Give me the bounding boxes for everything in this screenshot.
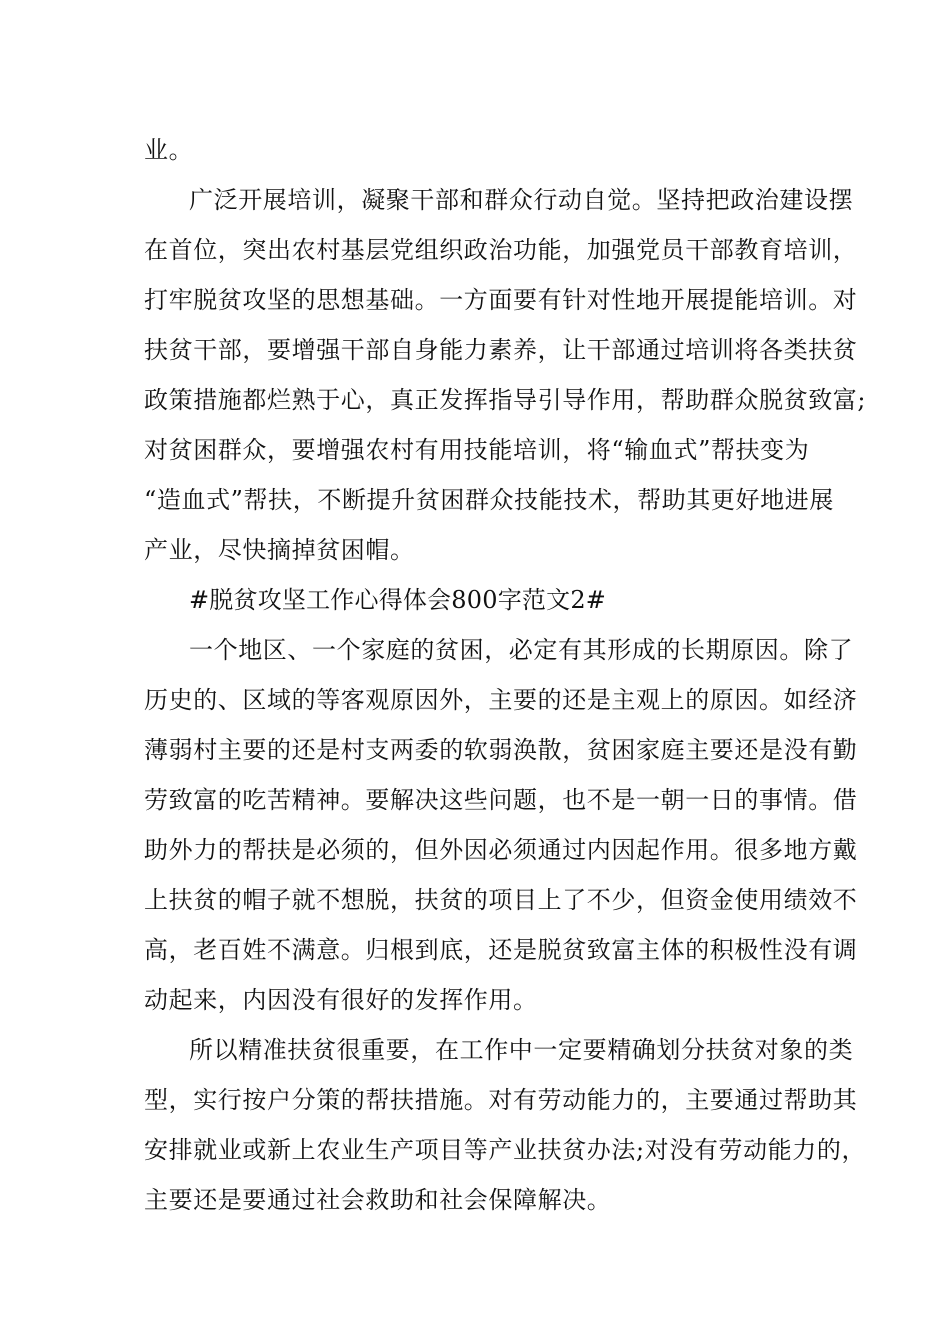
text-line: 历史的、区域的等客观原因外，主要的还是主观上的原因。如经济 xyxy=(144,686,858,714)
text-line: 动起来，内因没有很好的发挥作用。 xyxy=(144,986,538,1014)
text-line: 高，老百姓不满意。归根到底，还是脱贫致富主体的积极性没有调 xyxy=(144,936,858,964)
text-line: 在首位，突出农村基层党组织政治功能，加强党员干部教育培训， xyxy=(144,236,858,264)
paragraph-start: 一个地区、一个家庭的贫困，必定有其形成的长期原因。除了 xyxy=(189,636,854,664)
text-line: 业。 xyxy=(144,136,194,164)
paragraph-start: 广泛开展培训，凝聚干部和群众行动自觉。坚持把政治建设摆 xyxy=(189,186,854,214)
text-line: 安排就业或新上农业生产项目等产业扶贫办法;对没有劳动能力的， xyxy=(144,1136,867,1164)
text-line: 打牢脱贫攻坚的思想基础。一方面要有针对性地开展提能培训。对 xyxy=(144,286,858,314)
text-line: “造血式”帮扶，不断提升贫困群众技能技术，帮助其更好地进展 xyxy=(144,486,834,514)
text-line: 上扶贫的帽子就不想脱，扶贫的项目上了不少，但资金使用绩效不 xyxy=(144,886,858,914)
text-line: 主要还是要通过社会救助和社会保障解决。 xyxy=(144,1186,612,1214)
text-line: 劳致富的吃苦精神。要解决这些问题，也不是一朝一日的事情。借 xyxy=(144,786,858,814)
text-line: 扶贫干部，要增强干部自身能力素养，让干部通过培训将各类扶贫 xyxy=(144,336,858,364)
text-line: 薄弱村主要的还是村支两委的软弱涣散，贫困家庭主要还是没有勤 xyxy=(144,736,858,764)
paragraph-start: 所以精准扶贫很重要，在工作中一定要精确划分扶贫对象的类 xyxy=(189,1036,854,1064)
text-line: 型，实行按户分策的帮扶措施。对有劳动能力的，主要通过帮助其 xyxy=(144,1086,858,1114)
text-line: 对贫困群众，要增强农村有用技能培训，将“输血式”帮扶变为 xyxy=(144,436,810,464)
section-heading: #脱贫攻坚工作心得体会800字范文2# xyxy=(189,586,607,614)
text-line: 助外力的帮扶是必须的，但外因必须通过内因起作用。很多地方戴 xyxy=(144,836,858,864)
text-line: 政策措施都烂熟于心，真正发挥指导引导作用，帮助群众脱贫致富; xyxy=(144,386,867,414)
text-line: 产业，尽快摘掉贫困帽。 xyxy=(144,536,415,564)
